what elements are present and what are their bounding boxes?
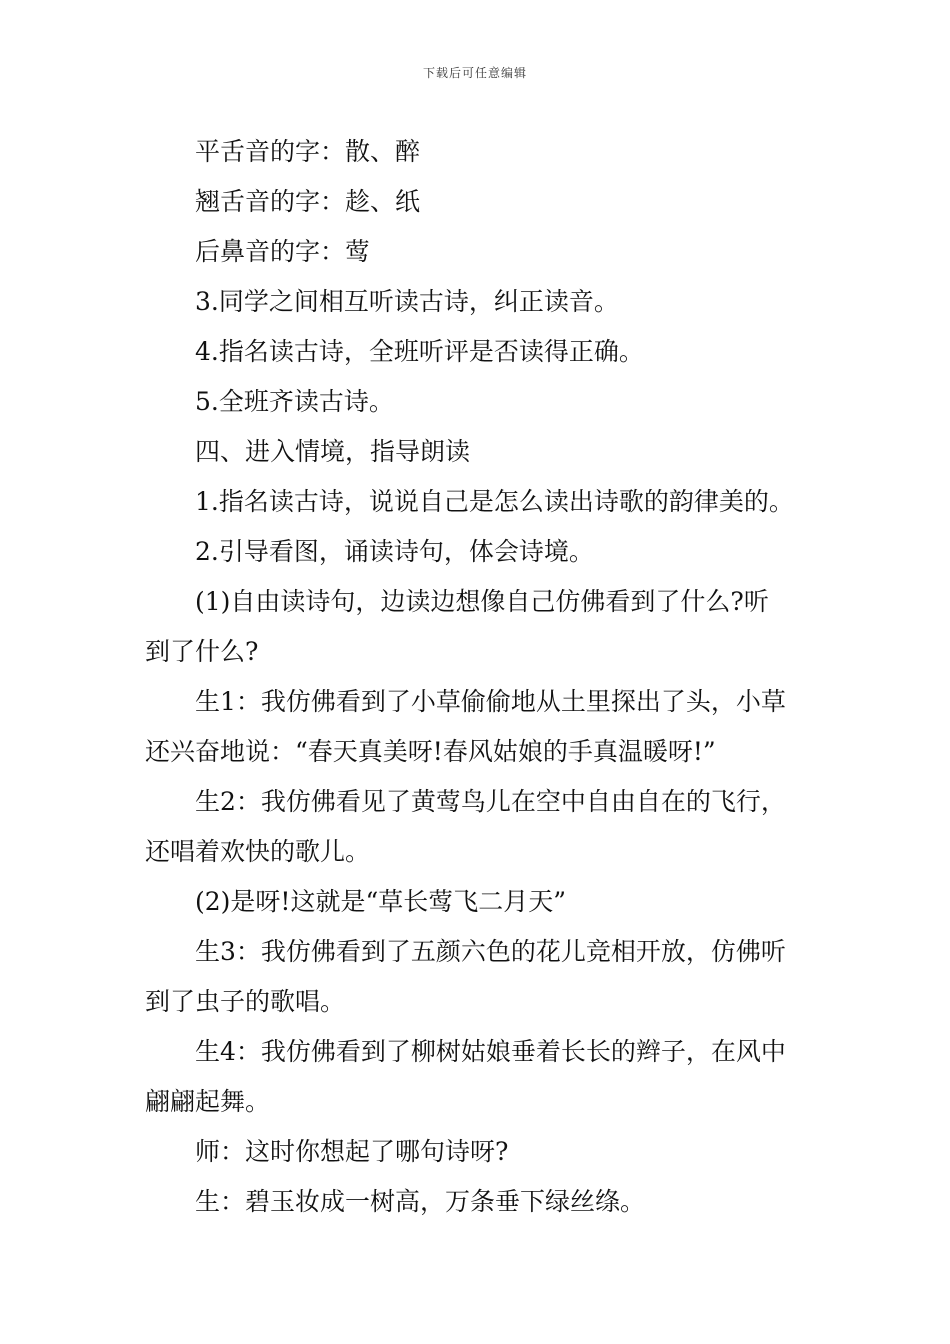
page-header: 下载后可任意编辑	[422, 66, 527, 80]
paragraph-line: 生4：我仿佛看到了柳树姑娘垂着长长的辫子，在风中	[195, 1037, 786, 1066]
section-heading: 四、进入情境，指导朗读	[195, 437, 471, 466]
paragraph-line: 平舌音的字：散、醉	[195, 137, 421, 166]
paragraph-line-continued: 还唱着欢快的歌儿。	[145, 837, 371, 866]
paragraph-line-continued: 到了虫子的歌唱。	[145, 987, 346, 1016]
paragraph-line: 生2：我仿佛看见了黄莺鸟儿在空中自由自在的飞行，	[195, 787, 786, 816]
paragraph-line: 1.指名读古诗，说说自己是怎么读出诗歌的韵律美的。	[195, 487, 794, 516]
paragraph-line: 生：碧玉妆成一树高，万条垂下绿丝绦。	[195, 1187, 646, 1216]
paragraph-line: 生1：我仿佛看到了小草偷偷地从土里探出了头，小草	[195, 687, 786, 716]
paragraph-line-continued: 到了什么?	[145, 637, 259, 666]
paragraph-line-continued: 翩翩起舞。	[145, 1087, 271, 1116]
paragraph-line: 后鼻音的字：莺	[195, 237, 371, 266]
paragraph-line: 翘舌音的字：趁、纸	[195, 187, 421, 216]
paragraph-line: 2.引导看图，诵读诗句，体会诗境。	[195, 537, 594, 566]
paragraph-line: (2)是呀!这就是“草长莺飞二月天”	[195, 887, 567, 916]
paragraph-line-continued: 还兴奋地说：“春天真美呀!春风姑娘的手真温暖呀!”	[145, 737, 716, 766]
paragraph-line: 3.同学之间相互听读古诗，纠正读音。	[195, 287, 619, 316]
paragraph-line: 5.全班齐读古诗。	[195, 387, 394, 416]
document-body	[145, 127, 810, 1227]
paragraph-line: 生3：我仿佛看到了五颜六色的花儿竞相开放，仿佛听	[195, 937, 786, 966]
paragraph-line: 师：这时你想起了哪句诗呀?	[195, 1137, 509, 1166]
paragraph-line: 4.指名读古诗，全班听评是否读得正确。	[195, 337, 644, 366]
paragraph-line: (1)自由读诗句，边读边想像自己仿佛看到了什么?听	[195, 587, 769, 616]
